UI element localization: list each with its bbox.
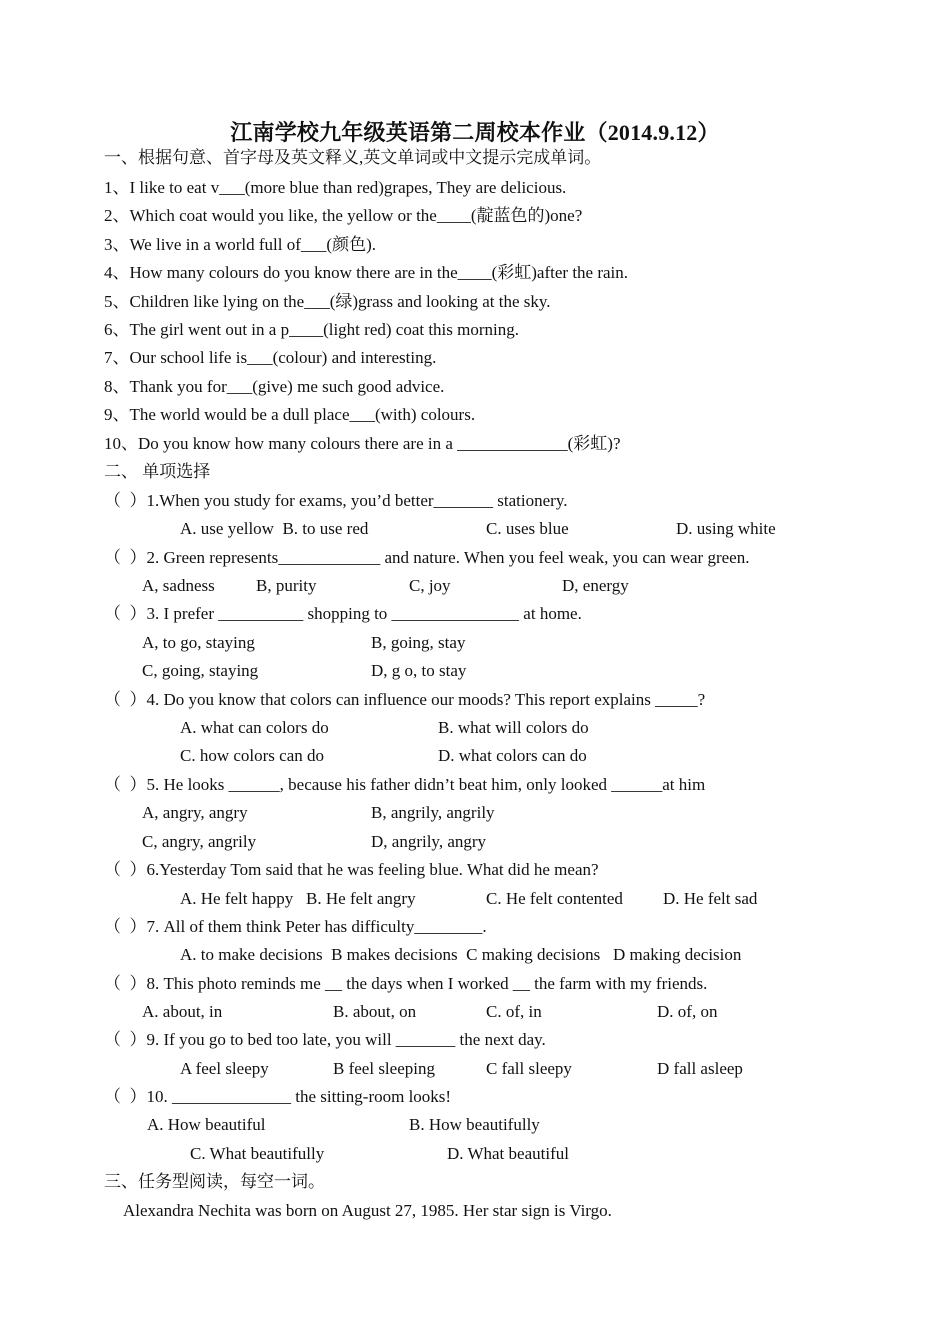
reading-paragraph: Alexandra Nechita was born on August 27, 1985. Her star sign is Virgo. bbox=[123, 1201, 612, 1220]
fill-item-10: 10、Do you know how many colours there are in a _____________(彩虹)? bbox=[104, 434, 621, 453]
option-b: B, angrily, angrily bbox=[371, 803, 495, 822]
question-5-stem: （ ）5. He looks ______, because his father didn’t beat him, only looked ______at him bbox=[104, 775, 706, 794]
option-b: B, going, stay bbox=[371, 633, 466, 652]
option-d: D. What beautiful bbox=[447, 1144, 569, 1163]
option-b: B, purity bbox=[256, 576, 317, 595]
question-10-stem: （ ）10. ______________ the sitting-room looks! bbox=[104, 1087, 452, 1106]
option-a: A, angry, angry bbox=[142, 803, 248, 822]
fill-item-8: 8、Thank you for___(give) me such good advice. bbox=[104, 377, 445, 396]
question-4-stem: （ ）4. Do you know that colors can influence our moods? This report explains _____? bbox=[104, 690, 706, 709]
question-6-stem: （ ）6.Yesterday Tom said that he was feeling blue. What did he mean? bbox=[104, 860, 599, 879]
option-c: C, joy bbox=[409, 576, 451, 595]
option-c: C. uses blue bbox=[486, 519, 569, 538]
section2-heading: 二、 单项选择 bbox=[104, 462, 211, 481]
fill-item-9: 9、The world would be a dull place___(with) colours. bbox=[104, 405, 476, 424]
option-d: D, g o, to stay bbox=[371, 661, 467, 680]
option-b: B. about, on bbox=[333, 1002, 417, 1021]
option-d: D fall asleep bbox=[657, 1059, 743, 1078]
question-2-stem: （ ）2. Green represents____________ and nature. When you feel weak, you can wear green. bbox=[104, 548, 750, 567]
option-c: C, going, staying bbox=[142, 661, 259, 680]
option-a: A. about, in bbox=[142, 1002, 223, 1021]
option-d: D. using white bbox=[676, 519, 776, 538]
fill-item-5: 5、Children like lying on the___(绿)grass and looking at the sky. bbox=[104, 292, 551, 311]
option-b: B. How beautifully bbox=[409, 1115, 540, 1134]
option-d: D. He felt sad bbox=[663, 889, 758, 908]
option-a: A feel sleepy bbox=[180, 1059, 269, 1078]
fill-item-1: 1、I like to eat v___(more blue than red)grapes, They are delicious. bbox=[104, 178, 567, 197]
option-a-b: A. use yellow B. to use red bbox=[180, 519, 369, 538]
option-a-b: A. He felt happy B. He felt angry bbox=[180, 889, 416, 908]
fill-item-2: 2、Which coat would you like, the yellow or the____(靛蓝色的)one? bbox=[104, 206, 583, 225]
option-c: C. of, in bbox=[486, 1002, 542, 1021]
option-c: C. how colors can do bbox=[180, 746, 325, 765]
question-1-stem: （ ）1.When you study for exams, you’d better_______ stationery. bbox=[104, 491, 568, 510]
section1-heading: 一、根据句意、首字母及英文释义,英文单词或中文提示完成单词。 bbox=[104, 148, 602, 167]
option-a-d: A. to make decisions B makes decisions C making decisions D making decision bbox=[180, 945, 742, 964]
fill-item-3: 3、We live in a world full of___(颜色). bbox=[104, 235, 376, 254]
option-a: A, sadness bbox=[142, 576, 215, 595]
question-3-stem: （ ）3. I prefer __________ shopping to _______________ at home. bbox=[104, 604, 582, 623]
option-c: C fall sleepy bbox=[486, 1059, 572, 1078]
option-d: D, angrily, angry bbox=[371, 832, 487, 851]
option-a: A. How beautiful bbox=[147, 1115, 266, 1134]
option-d: D, energy bbox=[562, 576, 629, 595]
section3-heading: 三、任务型阅读，每空一词。 bbox=[104, 1172, 325, 1191]
option-d: D. of, on bbox=[657, 1002, 718, 1021]
question-8-stem: （ ）8. This photo reminds me __ the days when I worked __ the farm with my friends. bbox=[104, 974, 708, 993]
option-a: A. what can colors do bbox=[180, 718, 329, 737]
page-title: 江南学校九年级英语第二周校本作业（2014.9.12） bbox=[230, 120, 720, 145]
option-b: B feel sleeping bbox=[333, 1059, 435, 1078]
fill-item-6: 6、The girl went out in a p____(light red) coat this morning. bbox=[104, 320, 520, 339]
question-7-stem: （ ）7. All of them think Peter has difficulty________. bbox=[104, 917, 487, 936]
option-a: A, to go, staying bbox=[142, 633, 255, 652]
option-b: B. what will colors do bbox=[438, 718, 589, 737]
option-c: C. He felt contented bbox=[486, 889, 623, 908]
fill-item-4: 4、How many colours do you know there are in the____(彩虹)after the rain. bbox=[104, 263, 629, 282]
option-c: C. What beautifully bbox=[190, 1144, 325, 1163]
option-d: D. what colors can do bbox=[438, 746, 587, 765]
fill-item-7: 7、Our school life is___(colour) and interesting. bbox=[104, 348, 437, 367]
option-c: C, angry, angrily bbox=[142, 832, 257, 851]
question-9-stem: （ ）9. If you go to bed too late, you will _______ the next day. bbox=[104, 1030, 546, 1049]
